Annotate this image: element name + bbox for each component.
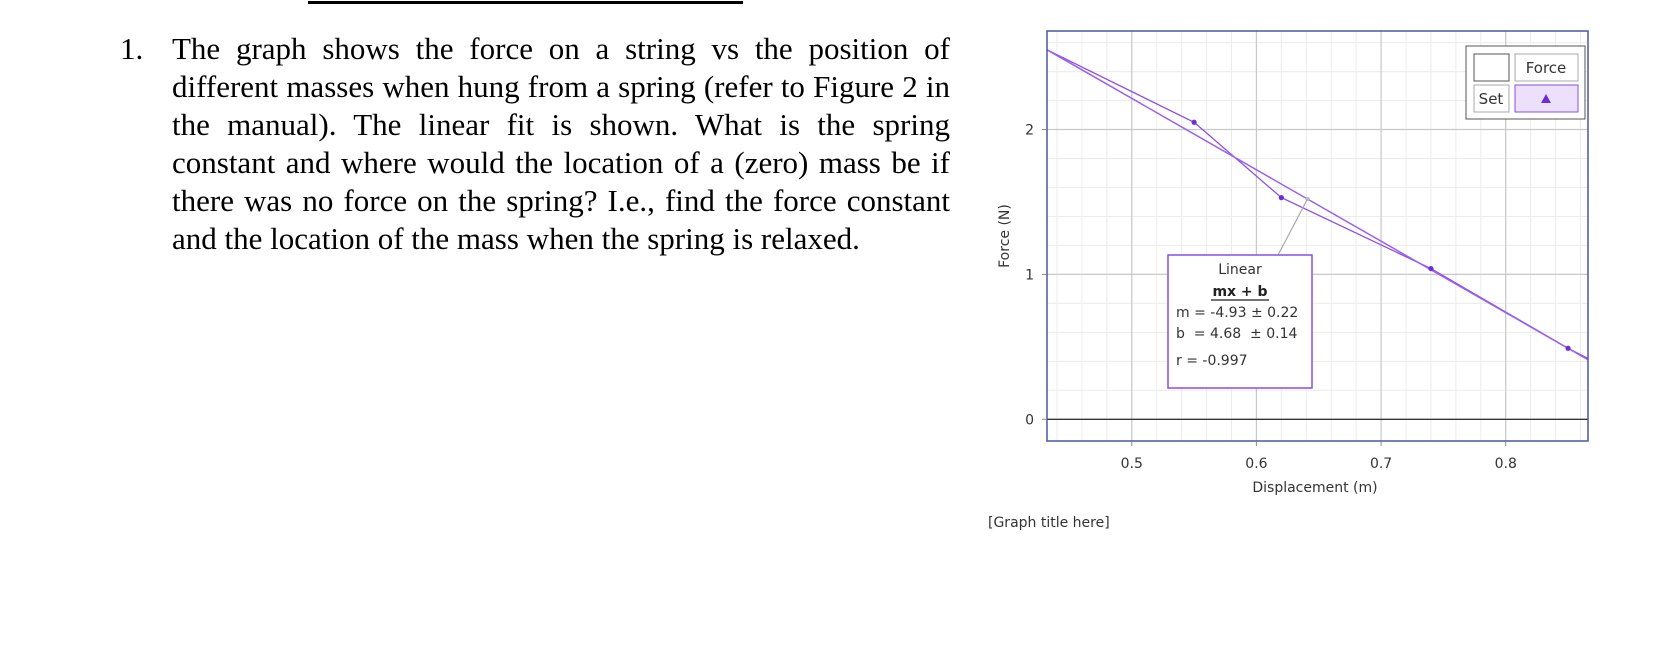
legend-header: Force bbox=[1525, 59, 1567, 77]
y-tick-label: 1 bbox=[1025, 267, 1034, 284]
x-tick-label: 0.8 bbox=[1494, 456, 1517, 472]
question-number: 1. bbox=[120, 31, 144, 66]
x-tick-label: 0.6 bbox=[1245, 456, 1268, 472]
fit-slope: m = -4.93 ± 0.22 bbox=[1176, 305, 1299, 321]
fit-title: Linear bbox=[1218, 262, 1262, 278]
x-tick-label: 0.7 bbox=[1369, 456, 1393, 472]
x-ticks bbox=[1121, 441, 1517, 472]
legend-row-label: Set bbox=[1478, 90, 1504, 108]
data-point bbox=[1428, 266, 1433, 271]
question-text: The graph shows the force on a string vs the position of different masses when hung from a spring (refer to Figure 2 in the manual). The linear fit is shown. What is the spring constant and where would the location of a (zero) mass be if there was no force on the spring? I.e., find the force constant and the location of the mass when the spring is relaxed. bbox=[172, 31, 950, 256]
x-tick-label: 0.5 bbox=[1120, 456, 1143, 472]
fit-formula: mx + b bbox=[1212, 284, 1268, 300]
data-point bbox=[1191, 120, 1196, 125]
y-ticks bbox=[1025, 123, 1047, 429]
legend bbox=[1466, 46, 1585, 119]
data-point bbox=[1279, 195, 1284, 200]
y-tick-label: 0 bbox=[1025, 412, 1034, 429]
y-axis-label: Force (N) bbox=[997, 204, 1013, 268]
graph-caption[interactable]: [Graph title here] bbox=[988, 515, 1110, 531]
y-tick-label: 2 bbox=[1025, 122, 1034, 139]
data-point bbox=[1565, 346, 1570, 351]
fit-correlation: r = -0.997 bbox=[1176, 353, 1248, 369]
legend-swatch-empty bbox=[1474, 54, 1509, 81]
x-axis-label: Displacement (m) bbox=[1252, 480, 1378, 496]
fit-callout-line bbox=[1278, 199, 1308, 255]
fit-anchor-point bbox=[1305, 197, 1309, 201]
fit-annotation-box[interactable] bbox=[1168, 255, 1312, 388]
fit-intercept: b = 4.68 ± 0.14 bbox=[1176, 326, 1298, 342]
